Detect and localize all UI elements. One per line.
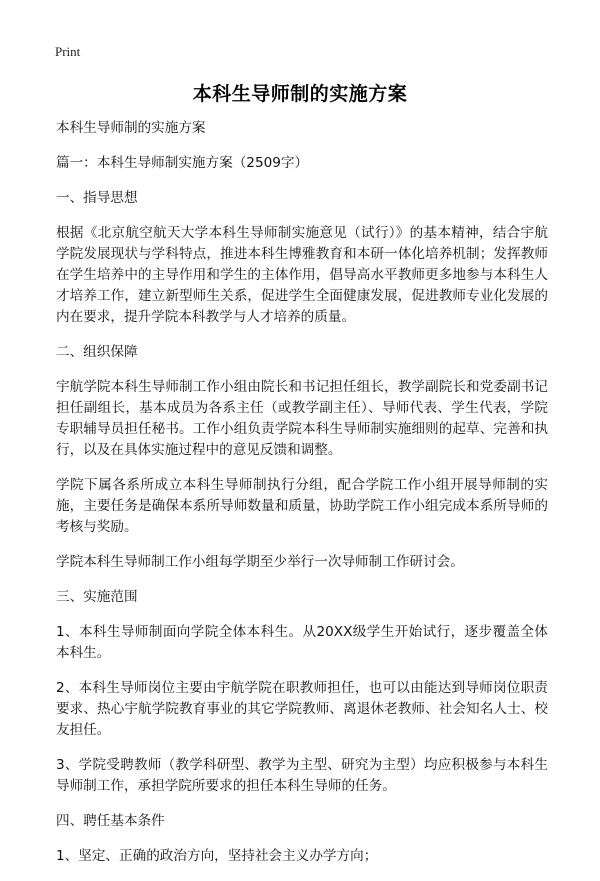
print-link[interactable]: Print xyxy=(55,44,81,59)
paragraph-organization-2: 学院下属各系所成立本科生导师制执行分组，配合学院工作小组开展导师制的实施，主要任务是确保本系所导师数量和质量，协助学院工作小组完成本系所导师的考核与奖励。 xyxy=(56,477,548,535)
paragraph-conditions-1: 1、坚定、正确的政治方向，坚持社会主义办学方向； xyxy=(56,848,378,864)
paragraph-scope-1: 1、本科生导师制面向学院全体本科生。从20XX级学生开始试行，逐步覆盖全体本科生。 xyxy=(56,624,548,661)
paragraph-organization-3: 学院本科生导师制工作小组每学期至少举行一次导师制工作研讨会。 xyxy=(56,554,464,570)
page-title: 本科生导师制的实施方案 xyxy=(192,83,408,105)
paragraph-scope-2: 2、本科生导师岗位主要由宇航学院在职教师担任，也可以由能达到导师岗位职责要求、热心宇航学院教育事业的其它学院教师、离退休老教师、社会知名人士、校友担任。 xyxy=(56,680,548,738)
doc-name: 本科生导师制的实施方案 xyxy=(56,120,206,136)
heading-guiding-ideology: 一、指导思想 xyxy=(56,190,138,206)
heading-organization: 二、组织保障 xyxy=(56,344,138,360)
article-body xyxy=(56,118,548,881)
paragraph-guiding-ideology: 根据《北京航空航天大学本科生导师制实施意见（试行）》的基本精神，结合宇航学院发展现状与学科特点，推进本科生博雅教育和本研一体化培养机制；发挥教师在学生培养中的主导作用和学生的主体作用，倡导高水平教师更多地参与本科生人才培养工作，建立新型师生关系，促进学生全面健康发展，促进教师专业化发展的内在要求，提升学院本科教学与人才培养的质量。 xyxy=(56,225,548,325)
heading-scope: 三、实施范围 xyxy=(56,589,138,605)
paragraph-organization-1: 宇航学院本科生导师制工作小组由院长和书记担任组长，教学副院长和党委副书记担任副组长，基本成员为各系主任（或教学副主任）、导师代表、学生代表，学院专职辅导员担任秘书。工作小组负责学院本科生导师制实施细则的起草、完善和执行，以及在具体实施过程中的意见反馈和调整。 xyxy=(56,379,548,458)
heading-appointment-conditions: 四、聘任基本条件 xyxy=(56,813,165,829)
paragraph-scope-3: 3、学院受聘教师（教学科研型、教学为主型、研究为主型）均应积极参与本科生导师制工作，承担学院所要求的担任本科生导师的任务。 xyxy=(56,757,548,794)
section-title: 篇一：本科生导师制实施方案（2509字） xyxy=(56,155,309,171)
